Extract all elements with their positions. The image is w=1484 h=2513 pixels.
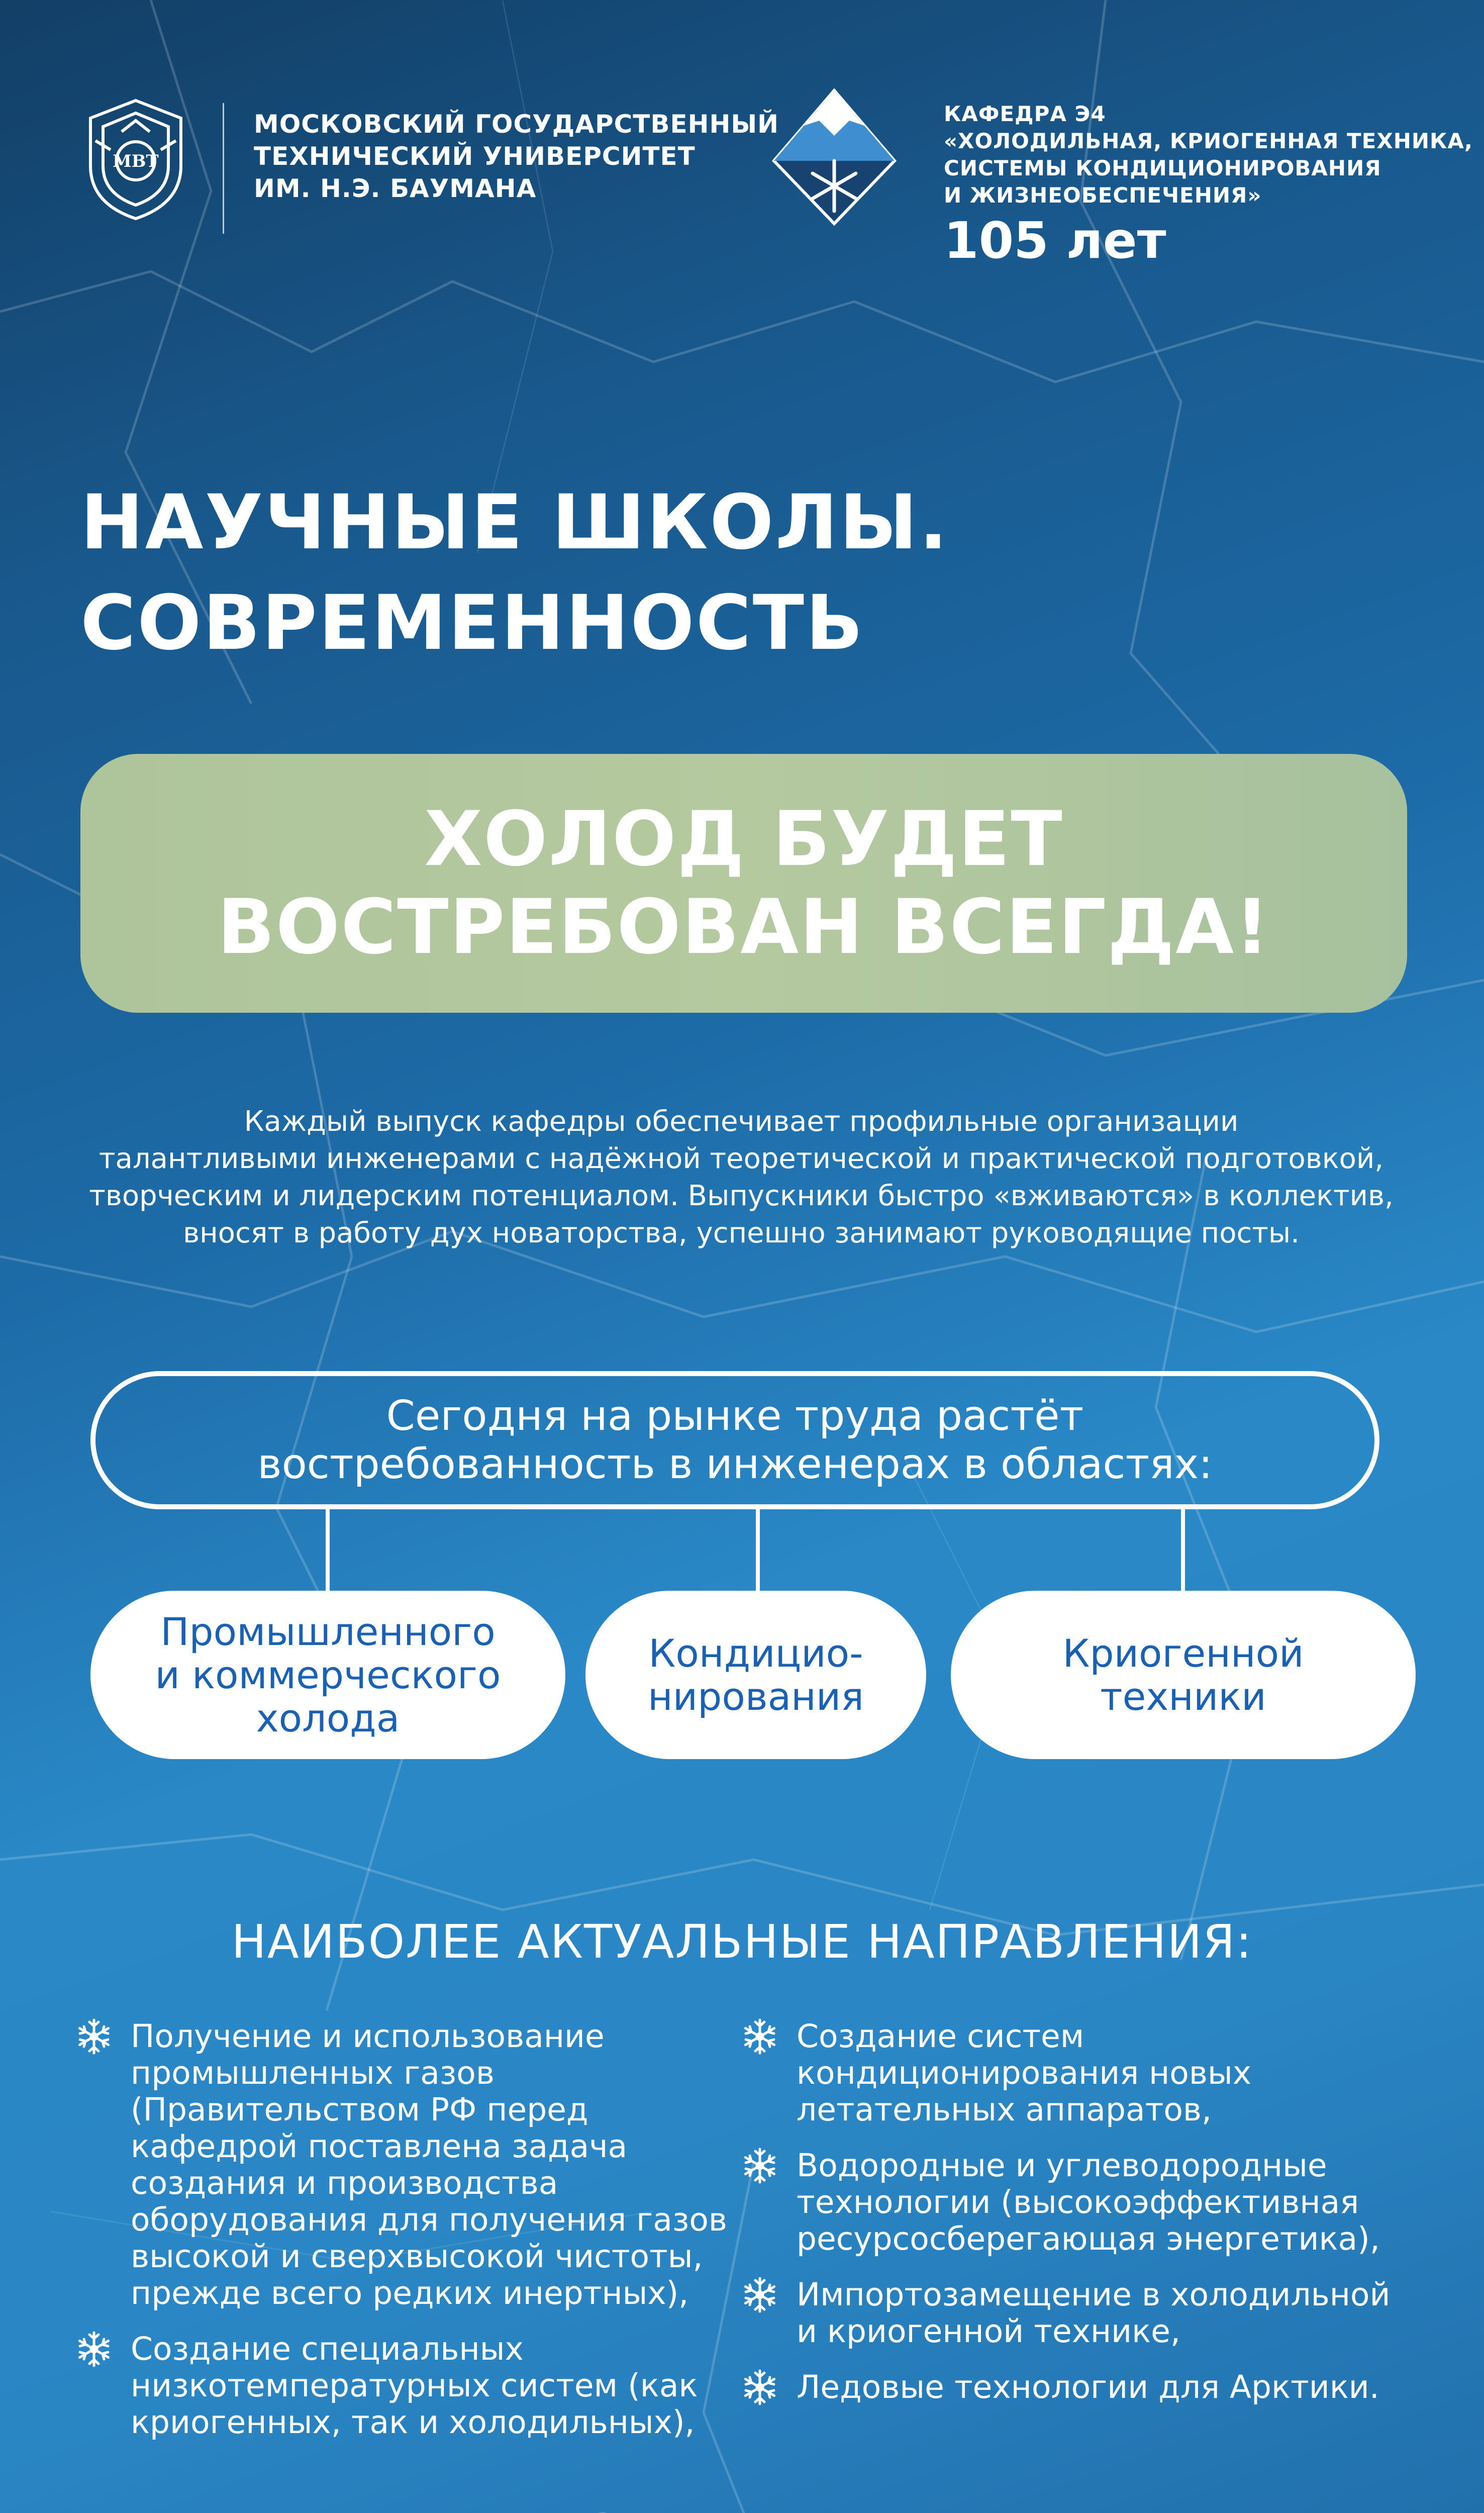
current-directions-heading: НАИБОЛЕЕ АКТУАЛЬНЫЕ НАПРАВЛЕНИЯ: xyxy=(231,1915,1253,1969)
snowflake-icon xyxy=(741,2369,778,2406)
svg-text:MBT: MBT xyxy=(113,151,159,171)
slogan-banner: ХОЛОД БУДЕТ ВОСТРЕБОВАН ВСЕГДА! xyxy=(80,754,1407,1013)
connector-line xyxy=(756,1509,760,1594)
page-title: НАУЧНЫЕ ШКОЛЫ. СОВРЕМЕННОСТЬ xyxy=(80,479,949,667)
snowflake-icon xyxy=(75,2018,113,2055)
snowflake-icon xyxy=(741,2018,778,2055)
snowflake-icon xyxy=(741,2276,778,2313)
snowflake-icon xyxy=(741,2147,778,2184)
snowflake-icon xyxy=(75,2331,113,2368)
list-item: Получение и использование промышленных газов (Правительством РФ перед кафедрой поставлена задача создания и производства оборудования для получения газов высокой и сверхвысокой чистоты, прежде всего редких инертных), xyxy=(75,2018,739,2311)
list-item: Ледовые технологии для Арктики. xyxy=(741,2369,1420,2405)
snowflake-mountain-logo-icon xyxy=(769,85,900,229)
connector-line xyxy=(1181,1509,1185,1594)
current-directions-left xyxy=(75,2018,739,2460)
labor-market-box: Сегодня на рынке труда растёт востребованность в инженерах в областях: xyxy=(90,1371,1379,1509)
list-item: Создание специальных низкотемпературных систем (как криогенных, так и холодильных), xyxy=(75,2331,739,2441)
list-item: Создание систем кондиционирования новых летательных аппаратов, xyxy=(741,2018,1420,2128)
connector-line xyxy=(326,1509,330,1594)
department-name: КАФЕДРА Э4 «ХОЛОДИЛЬНАЯ, КРИОГЕННАЯ ТЕХНИКА, СИСТЕМЫ КОНДИЦИОНИРОВАНИЯ И ЖИЗНЕОБЕСПЕЧЕНИЯ» xyxy=(944,102,1473,208)
list-item: Импортозамещение в холодильной и криогенной технике, xyxy=(741,2276,1420,2350)
area-industrial-refrigeration: Промышленного и коммерческого холода xyxy=(90,1591,565,1759)
list-item: Водородные и углеводородные технологии (высокоэффективная ресурсосберегающая энергетика), xyxy=(741,2147,1420,2257)
current-directions-right xyxy=(741,2018,1420,2425)
area-air-conditioning: Кондицио- нирования xyxy=(585,1591,926,1759)
university-crest-icon xyxy=(75,90,196,226)
intro-paragraph: Каждый выпуск кафедры обеспечивает профильные организации талантливыми инженерами с надёжной теоретической и практической подготовкой, творческим и лидерским потенциалом. Выпускники быстро «вживаются» в коллектив, вносят в работу дух новаторства, успешно занимают руководящие посты. xyxy=(89,1105,1394,1249)
area-cryogenic-technology: Криогенной техники xyxy=(951,1591,1416,1759)
anniversary-years: 105 лет xyxy=(944,211,1166,270)
university-name: МОСКОВСКИЙ ГОСУДАРСТВЕННЫЙ ТЕХНИЧЕСКИЙ УНИВЕРСИТЕТ ИМ. Н.Э. БАУМАНА xyxy=(254,110,779,203)
header-divider xyxy=(223,103,224,234)
